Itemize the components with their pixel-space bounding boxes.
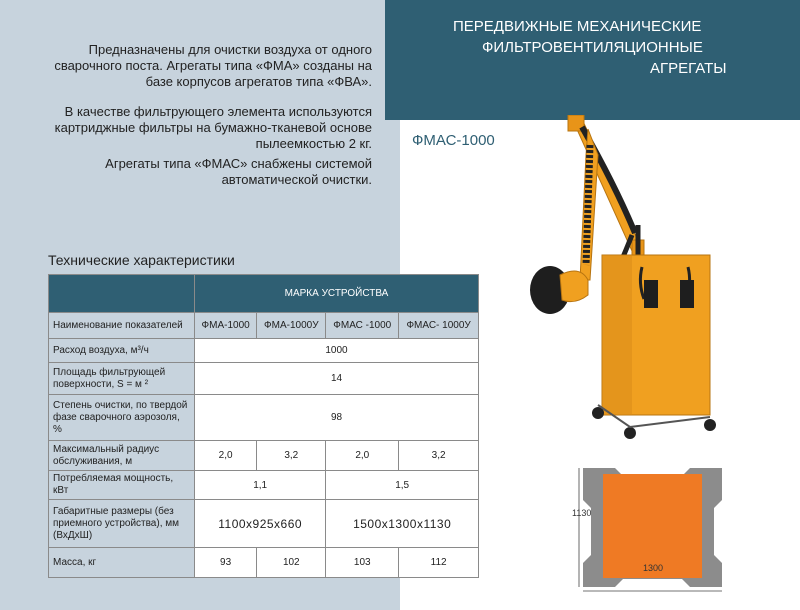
table-row-models — [49, 313, 479, 339]
page-title-line-3: АГРЕГАТЫ — [650, 60, 727, 77]
cell-dimensions-2: 1500х1300х1130 — [326, 500, 479, 548]
page-title-line-2: ФИЛЬТРОВЕНТИЛЯЦИОННЫЕ — [482, 39, 703, 56]
cell-area: 14 — [195, 363, 479, 395]
intro-paragraph-filter: В качестве фильтрующего элемента используются картриджные фильтры на бумажно-тканевой основе пылеемкостью 2 кг. — [54, 104, 372, 151]
table-row-mass — [49, 548, 479, 578]
cell-mass-4: 112 — [399, 548, 479, 578]
row-label-degree: Степень очистки, по твердой фазе сварочного аэрозоля, % — [49, 395, 195, 441]
table-row-power — [49, 471, 479, 500]
table-row-degree — [49, 395, 479, 441]
table-row-radius — [49, 441, 479, 471]
page-title-line-1: ПЕРЕДВИЖНЫЕ МЕХАНИЧЕСКИЕ — [453, 18, 702, 35]
model-col-1: ФМА-1000 — [195, 313, 257, 339]
cell-radius-1: 2,0 — [195, 441, 257, 471]
page-title — [405, 16, 727, 79]
row-label-area: Площадь фильтрующей поверхности, S = м ² — [49, 363, 195, 395]
model-col-4: ФМАС- 1000У — [399, 313, 479, 339]
plan-view-drawing — [575, 460, 730, 595]
cell-radius-2: 3,2 — [257, 441, 326, 471]
row-label-mass: Масса, кг — [49, 548, 195, 578]
specs-table — [48, 274, 479, 578]
cell-radius-3: 2,0 — [326, 441, 399, 471]
intro-paragraph-purpose: Предназначены для очистки воздуха от одного сварочного поста. Агрегаты типа «ФМА» созданы на базе корпусов агрегатов типа «ФВА». — [54, 42, 372, 89]
cell-dimensions-1: 1100х925х660 — [195, 500, 326, 548]
table-row-dimensions — [49, 500, 479, 548]
brand-header: МАРКА УСТРОЙСТВА — [195, 275, 479, 313]
model-col-2: ФМА-1000У — [257, 313, 326, 339]
intro-paragraph-cleaning: Агрегаты типа «ФМАС» снабжены системой автоматической очистки. — [105, 156, 372, 187]
dimension-vertical: 1130 — [572, 508, 592, 518]
cell-mass-1: 93 — [195, 548, 257, 578]
row-label-power: Потребляемая мощность, кВт — [49, 471, 195, 500]
cell-degree: 98 — [195, 395, 479, 441]
specs-heading: Технические характеристики — [48, 252, 235, 268]
machine-illustration — [520, 115, 730, 440]
model-label: ФМАС-1000 — [412, 132, 495, 149]
dimension-horizontal: 1300 — [643, 563, 664, 573]
model-col-3: ФМАС -1000 — [326, 313, 399, 339]
row-label-radius: Максимальный радиус обслуживания, м — [49, 441, 195, 471]
table-row-air — [49, 339, 479, 363]
row-label-air: Расход воздуха, м³/ч — [49, 339, 195, 363]
cell-power-1: 1,1 — [195, 471, 326, 500]
row-label-dimensions: Габаритные размеры (без приемного устройства), мм (ВхДхШ) — [49, 500, 195, 548]
table-row-area — [49, 363, 479, 395]
cell-air: 1000 — [195, 339, 479, 363]
cell-mass-3: 103 — [326, 548, 399, 578]
cell-mass-2: 102 — [257, 548, 326, 578]
param-header: Наименование показателей — [49, 313, 195, 339]
table-header-row — [49, 275, 479, 313]
cell-radius-4: 3,2 — [399, 441, 479, 471]
cell-power-2: 1,5 — [326, 471, 479, 500]
